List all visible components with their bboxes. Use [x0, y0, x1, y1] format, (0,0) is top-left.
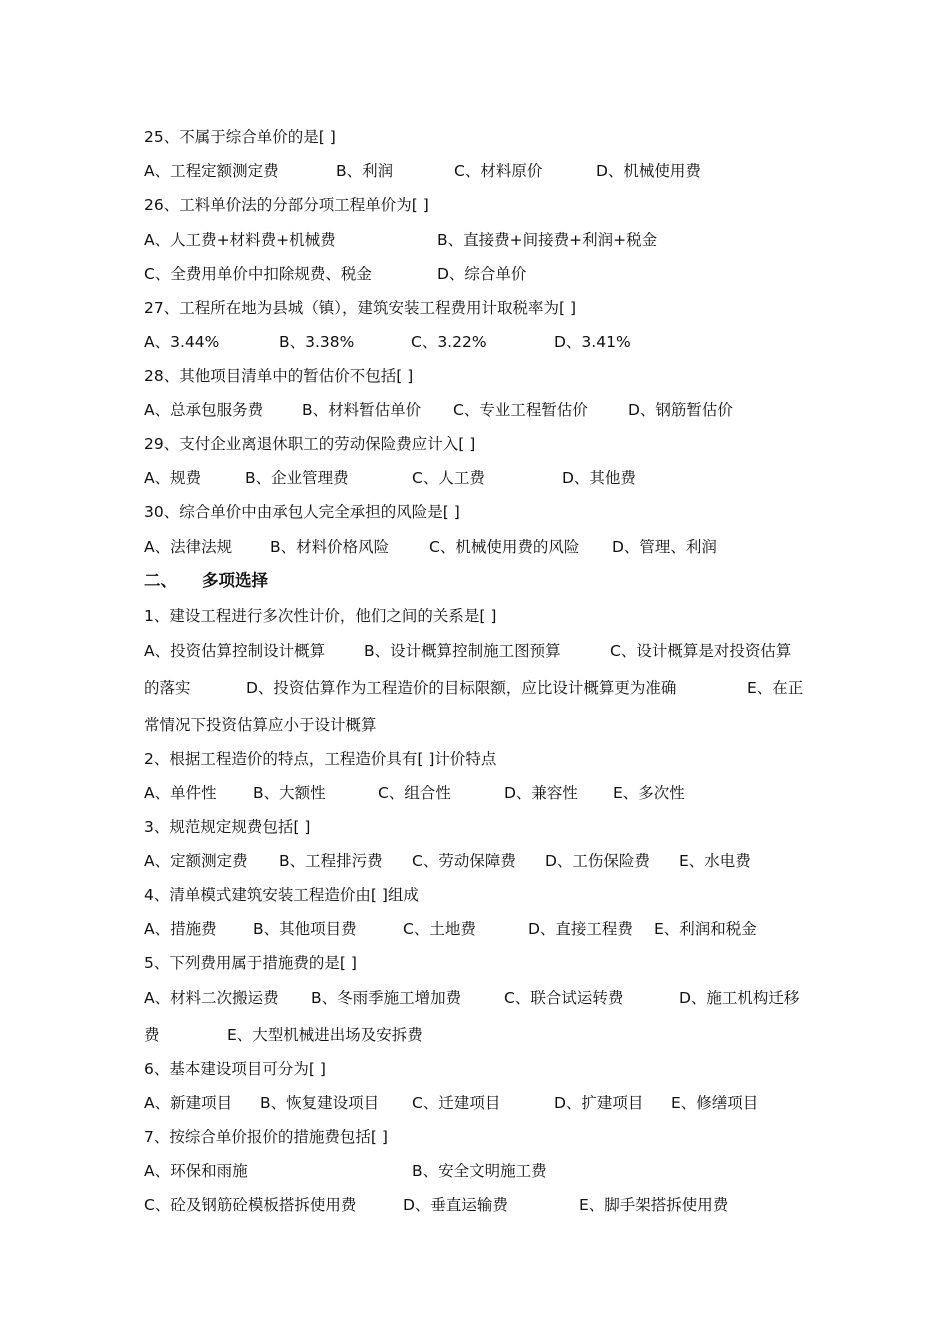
- option-a: A、法律法规: [144, 538, 233, 556]
- option-a: A、3.44%: [144, 333, 220, 351]
- option-d: D、兼容性: [504, 784, 578, 802]
- option-a: A、新建项目: [144, 1094, 233, 1112]
- option-c: C、劳动保障费: [412, 852, 516, 870]
- option-d: D、3.41%: [554, 333, 631, 351]
- question-text: 28、其他项目清单中的暂估价不包括[ ]: [144, 367, 414, 385]
- option-e: E、大型机械进出场及安拆费: [227, 1026, 423, 1044]
- option-c: C、3.22%: [411, 333, 487, 351]
- question-text: 26、工料单价法的分部分项工程单价为[ ]: [144, 196, 429, 214]
- option-d: D、扩建项目: [554, 1094, 644, 1112]
- option-c: C、砼及钢筋砼模板搭拆使用费: [144, 1196, 357, 1214]
- option-c: C、全费用单价中扣除规费、税金: [144, 265, 372, 283]
- option-d: D、垂直运输费: [403, 1196, 508, 1214]
- option-d: D、综合单价: [437, 265, 527, 283]
- option-c: C、组合性: [378, 784, 451, 802]
- option-e: E、修缮项目: [671, 1094, 759, 1112]
- option-e: E、多次性: [613, 784, 685, 802]
- option-b: B、冬雨季施工增加费: [311, 989, 462, 1007]
- option-d: D、工伤保险费: [545, 852, 650, 870]
- option-a: A、工程定额测定费: [144, 162, 279, 180]
- option-d: D、其他费: [562, 469, 636, 487]
- question-text: 6、基本建设项目可分为[ ]: [144, 1060, 326, 1078]
- question-text: 7、按综合单价报价的措施费包括[ ]: [144, 1128, 388, 1146]
- option-b: B、安全文明施工费: [412, 1162, 547, 1180]
- option-d-cont: 费: [144, 1026, 160, 1044]
- option-a: A、规费: [144, 469, 202, 487]
- option-c-cont: 的落实: [144, 679, 191, 697]
- option-b: B、3.38%: [279, 333, 355, 351]
- option-e: E、利润和税金: [654, 920, 757, 938]
- option-c: C、迁建项目: [412, 1094, 501, 1112]
- option-a: A、措施费: [144, 920, 217, 938]
- option-b: B、直接费+间接费+利润+税金: [437, 231, 658, 249]
- option-d: D、投资估算作为工程造价的目标限额，应比设计概算更为准确: [246, 679, 677, 697]
- option-b: B、工程排污费: [279, 852, 383, 870]
- question-text: 5、下列费用属于措施费的是[ ]: [144, 954, 357, 972]
- option-d: D、直接工程费: [528, 920, 633, 938]
- option-e: E、在正: [747, 679, 804, 697]
- option-b: B、恢复建设项目: [260, 1094, 380, 1112]
- question-text: 25、不属于综合单价的是[ ]: [144, 128, 336, 146]
- option-a: A、人工费+材料费+机械费: [144, 231, 336, 249]
- option-c: C、专业工程暂估价: [453, 401, 588, 419]
- question-text: 3、规范规定规费包括[ ]: [144, 818, 311, 836]
- option-b: B、大额性: [253, 784, 326, 802]
- option-a: A、单件性: [144, 784, 217, 802]
- question-text: 30、综合单价中由承包人完全承担的风险是[ ]: [144, 503, 460, 521]
- section-title: 多项选择: [202, 571, 268, 590]
- option-b: B、材料暂估单价: [302, 401, 422, 419]
- option-d: D、施工机构迁移: [679, 989, 800, 1007]
- option-c: C、材料原价: [454, 162, 543, 180]
- option-c: C、土地费: [403, 920, 476, 938]
- option-a: A、总承包服务费: [144, 401, 264, 419]
- option-a: A、环保和雨施: [144, 1162, 248, 1180]
- option-d: D、机械使用费: [596, 162, 701, 180]
- option-b: B、材料价格风险: [270, 538, 390, 556]
- question-text: 29、支付企业离退休职工的劳动保险费应计入[ ]: [144, 435, 476, 453]
- option-a: A、投资估算控制设计概算: [144, 642, 326, 660]
- question-text: 1、建设工程进行多次性计价，他们之间的关系是[ ]: [144, 607, 497, 625]
- option-b: B、企业管理费: [245, 469, 349, 487]
- question-text: 4、清单模式建筑安装工程造价由[ ]组成: [144, 886, 419, 904]
- option-e-cont: 常情况下投资估算应小于设计概算: [144, 716, 377, 734]
- option-c: C、机械使用费的风险: [429, 538, 580, 556]
- option-e: E、脚手架搭拆使用费: [579, 1196, 729, 1214]
- option-e: E、水电费: [679, 852, 751, 870]
- option-b: B、利润: [336, 162, 394, 180]
- option-d: D、管理、利润: [612, 538, 717, 556]
- question-text: 27、工程所在地为县城（镇），建筑安装工程费用计取税率为[ ]: [144, 299, 576, 317]
- option-c: C、设计概算是对投资估算: [610, 642, 792, 660]
- option-c: C、人工费: [412, 469, 485, 487]
- option-a: A、定额测定费: [144, 852, 248, 870]
- option-a: A、材料二次搬运费: [144, 989, 279, 1007]
- option-d: D、钢筋暂估价: [628, 401, 733, 419]
- option-c: C、联合试运转费: [504, 989, 624, 1007]
- option-b: B、其他项目费: [253, 920, 357, 938]
- question-text: 2、根据工程造价的特点，工程造价具有[ ]计价特点: [144, 750, 497, 768]
- option-b: B、设计概算控制施工图预算: [364, 642, 561, 660]
- section-number: 二、: [144, 571, 177, 590]
